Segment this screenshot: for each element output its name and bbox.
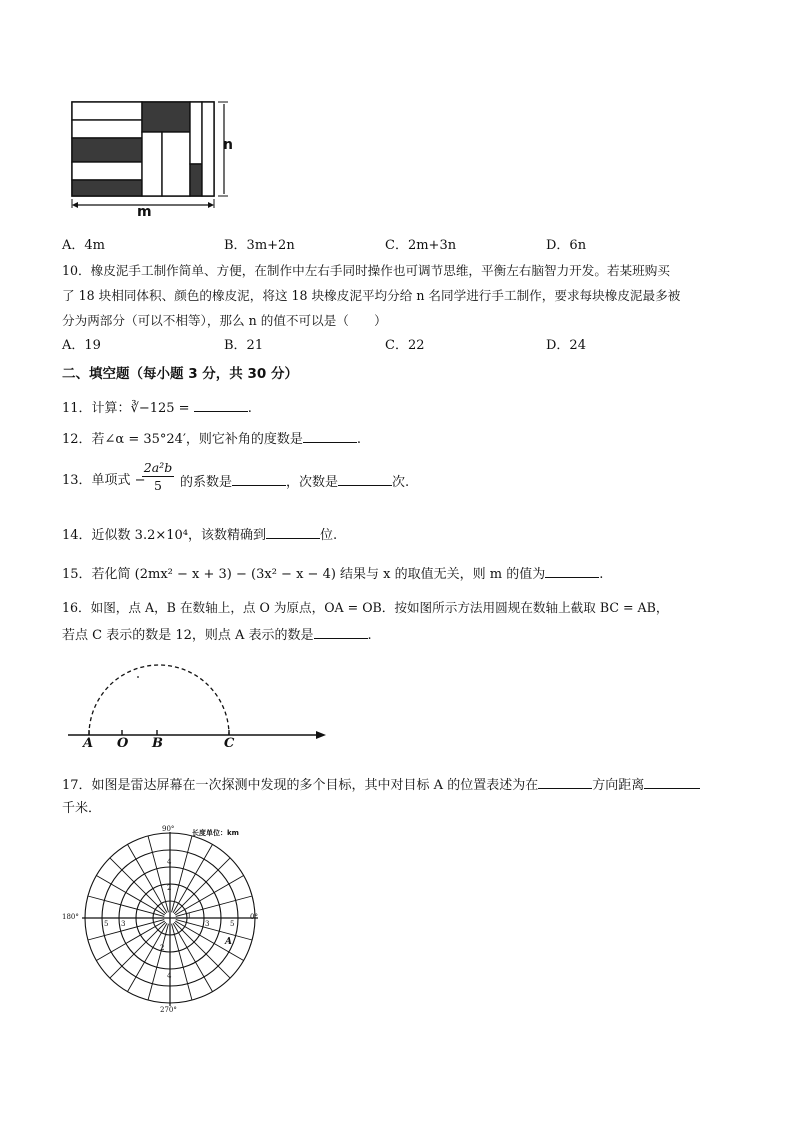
point-c-label: C bbox=[224, 736, 235, 751]
q17-line-1-b: 方向距离 bbox=[592, 778, 645, 793]
q13 bbox=[62, 471, 146, 491]
radar-spoke bbox=[173, 923, 213, 991]
radar-spoke bbox=[176, 920, 252, 940]
point-a-label: A bbox=[83, 736, 94, 751]
radar-spoke bbox=[172, 924, 192, 1000]
radar-180-degree: 180° bbox=[62, 913, 79, 921]
q13-mid: 的系数是 bbox=[180, 475, 233, 490]
q10-option-c[interactable]: C．22 bbox=[385, 338, 425, 353]
q15 bbox=[62, 563, 603, 585]
q17-distance-blank[interactable] bbox=[644, 774, 700, 789]
radar-spoke bbox=[148, 924, 168, 1000]
radar-target-a: A bbox=[225, 937, 232, 947]
radar-ring-label-5-left: 5 bbox=[104, 920, 109, 928]
q14 bbox=[62, 524, 337, 546]
q14-text: 14．近似数 3.2×10⁴，该数精确到 bbox=[62, 528, 266, 543]
radar-spoke bbox=[128, 844, 168, 912]
q11-expression: ∛−125 = bbox=[130, 401, 190, 416]
q11-answer-blank[interactable] bbox=[194, 397, 248, 412]
q13-degree-blank[interactable] bbox=[338, 471, 392, 486]
q13-numerator: 2a²b bbox=[143, 460, 173, 475]
q12 bbox=[62, 428, 361, 450]
q16-line-2 bbox=[62, 624, 372, 646]
q10-option-b[interactable]: B．21 bbox=[224, 338, 264, 353]
q15-answer-blank[interactable] bbox=[545, 563, 599, 578]
point-b-label: B bbox=[152, 736, 163, 751]
q12-end: . bbox=[356, 432, 362, 447]
radar-spoke bbox=[175, 876, 243, 916]
radar-spoke bbox=[148, 836, 168, 912]
radar-spoke bbox=[174, 858, 230, 914]
radar-spoke bbox=[173, 844, 213, 912]
q11-prefix: 11．计算： bbox=[62, 401, 131, 416]
q11 bbox=[62, 397, 252, 419]
q15-text: 15．若化简 (2mx² − x + 3) − (3x² − x − 4) 结果与 x 的取值无关，则 m 的值为 bbox=[62, 567, 546, 582]
radar-spoke bbox=[174, 922, 230, 978]
q15-end: . bbox=[599, 567, 604, 582]
dimension-m-label: m bbox=[137, 204, 152, 220]
radar-ring-label-5: 5 bbox=[230, 920, 235, 928]
radar-spoke bbox=[96, 876, 164, 916]
q12-answer-blank[interactable] bbox=[303, 428, 357, 443]
radar-ring-label-3: 3 bbox=[205, 920, 210, 928]
q13-mid2: ，次数是 bbox=[286, 475, 339, 490]
q12-text: 12．若∠α = 35°24′，则它补角的度数是 bbox=[62, 432, 303, 447]
q13-coefficient-blank[interactable] bbox=[232, 471, 286, 486]
q10-line-2: 了 18 块相同体积、颜色的橡皮泥，将这 18 块橡皮泥平均分给 n 名同学进行手工制作，要求每块橡皮泥最多被 bbox=[62, 288, 681, 303]
radar-ring-label-1: 1 bbox=[187, 912, 192, 920]
radar-ring-label-4-down: 4 bbox=[167, 972, 172, 980]
point-o-label: O bbox=[117, 736, 129, 751]
number-line-figure bbox=[62, 660, 332, 760]
q10-option-d[interactable]: D．24 bbox=[546, 338, 586, 353]
q11-end: . bbox=[247, 401, 252, 416]
q14-answer-blank[interactable] bbox=[266, 524, 320, 539]
q10-option-a[interactable]: A．19 bbox=[62, 338, 101, 353]
radar-spoke bbox=[110, 858, 166, 914]
radar-ring-label-2-up: 2 bbox=[167, 884, 172, 892]
radar-90-degree: 90° bbox=[162, 825, 175, 833]
q16-line-1: 16．如图，点 A，B 在数轴上，点 O 为原点，OA = OB．按如图所示方法用圆规在数轴上截取 BC = AB， bbox=[62, 600, 669, 615]
radar-ring-label-2-down: 2 bbox=[160, 944, 165, 952]
dimension-n-label: n bbox=[223, 137, 233, 153]
q13-rest bbox=[180, 471, 409, 493]
rectangle-strips-figure bbox=[62, 96, 242, 220]
radar-ring-label-4-up: 4 bbox=[167, 858, 172, 866]
section-title-fill-in: 二、填空题（每小题 3 分，共 30 分） bbox=[62, 366, 298, 382]
radar-spoke bbox=[110, 922, 166, 978]
radar-unit-label: 长度单位：km bbox=[192, 829, 239, 837]
radar-spoke bbox=[128, 923, 168, 991]
q17-line-2: 千米． bbox=[62, 801, 102, 816]
radar-spoke bbox=[172, 836, 192, 912]
radar-0-degree: 0° bbox=[250, 913, 258, 921]
q13-prefix: 13．单项式 − bbox=[62, 473, 146, 488]
q16-answer-blank[interactable] bbox=[314, 624, 368, 639]
q10-line-3: 分为两部分（可以不相等），那么 n 的值不可以是（ ） bbox=[62, 313, 387, 328]
q17-direction-blank[interactable] bbox=[538, 774, 592, 789]
q9-option-c[interactable]: C．2m+3n bbox=[385, 238, 457, 253]
q9-option-d[interactable]: D．6n bbox=[546, 238, 587, 253]
q17-line-1 bbox=[62, 774, 700, 796]
q13-denominator: 5 bbox=[154, 478, 162, 493]
radar-270-degree: 270° bbox=[160, 1006, 177, 1014]
radar-screen-figure bbox=[62, 822, 292, 1022]
q9-option-b[interactable]: B．3m+2n bbox=[224, 238, 295, 253]
q14-end: 位. bbox=[320, 528, 338, 543]
q10-line-1: 10．橡皮泥手工制作简单、方便，在制作中左右手同时操作也可调节思维，平衡左右脑智力开发。若某班购买 bbox=[62, 263, 670, 278]
q13-fraction bbox=[142, 459, 174, 495]
q17-line-1-a: 17．如图是雷达屏幕在一次探测中发现的多个目标，其中对目标 A 的位置表述为在 bbox=[62, 778, 539, 793]
q16-end: . bbox=[367, 628, 372, 643]
radar-ring-label-3-left: 3 bbox=[121, 920, 126, 928]
radar-spoke bbox=[88, 896, 164, 916]
q9-option-a[interactable]: A．4m bbox=[62, 238, 105, 253]
q16-line-2-text: 若点 C 表示的数是 12，则点 A 表示的数是 bbox=[62, 628, 314, 643]
radar-spoke bbox=[88, 920, 164, 940]
q13-end: 次. bbox=[392, 475, 410, 490]
